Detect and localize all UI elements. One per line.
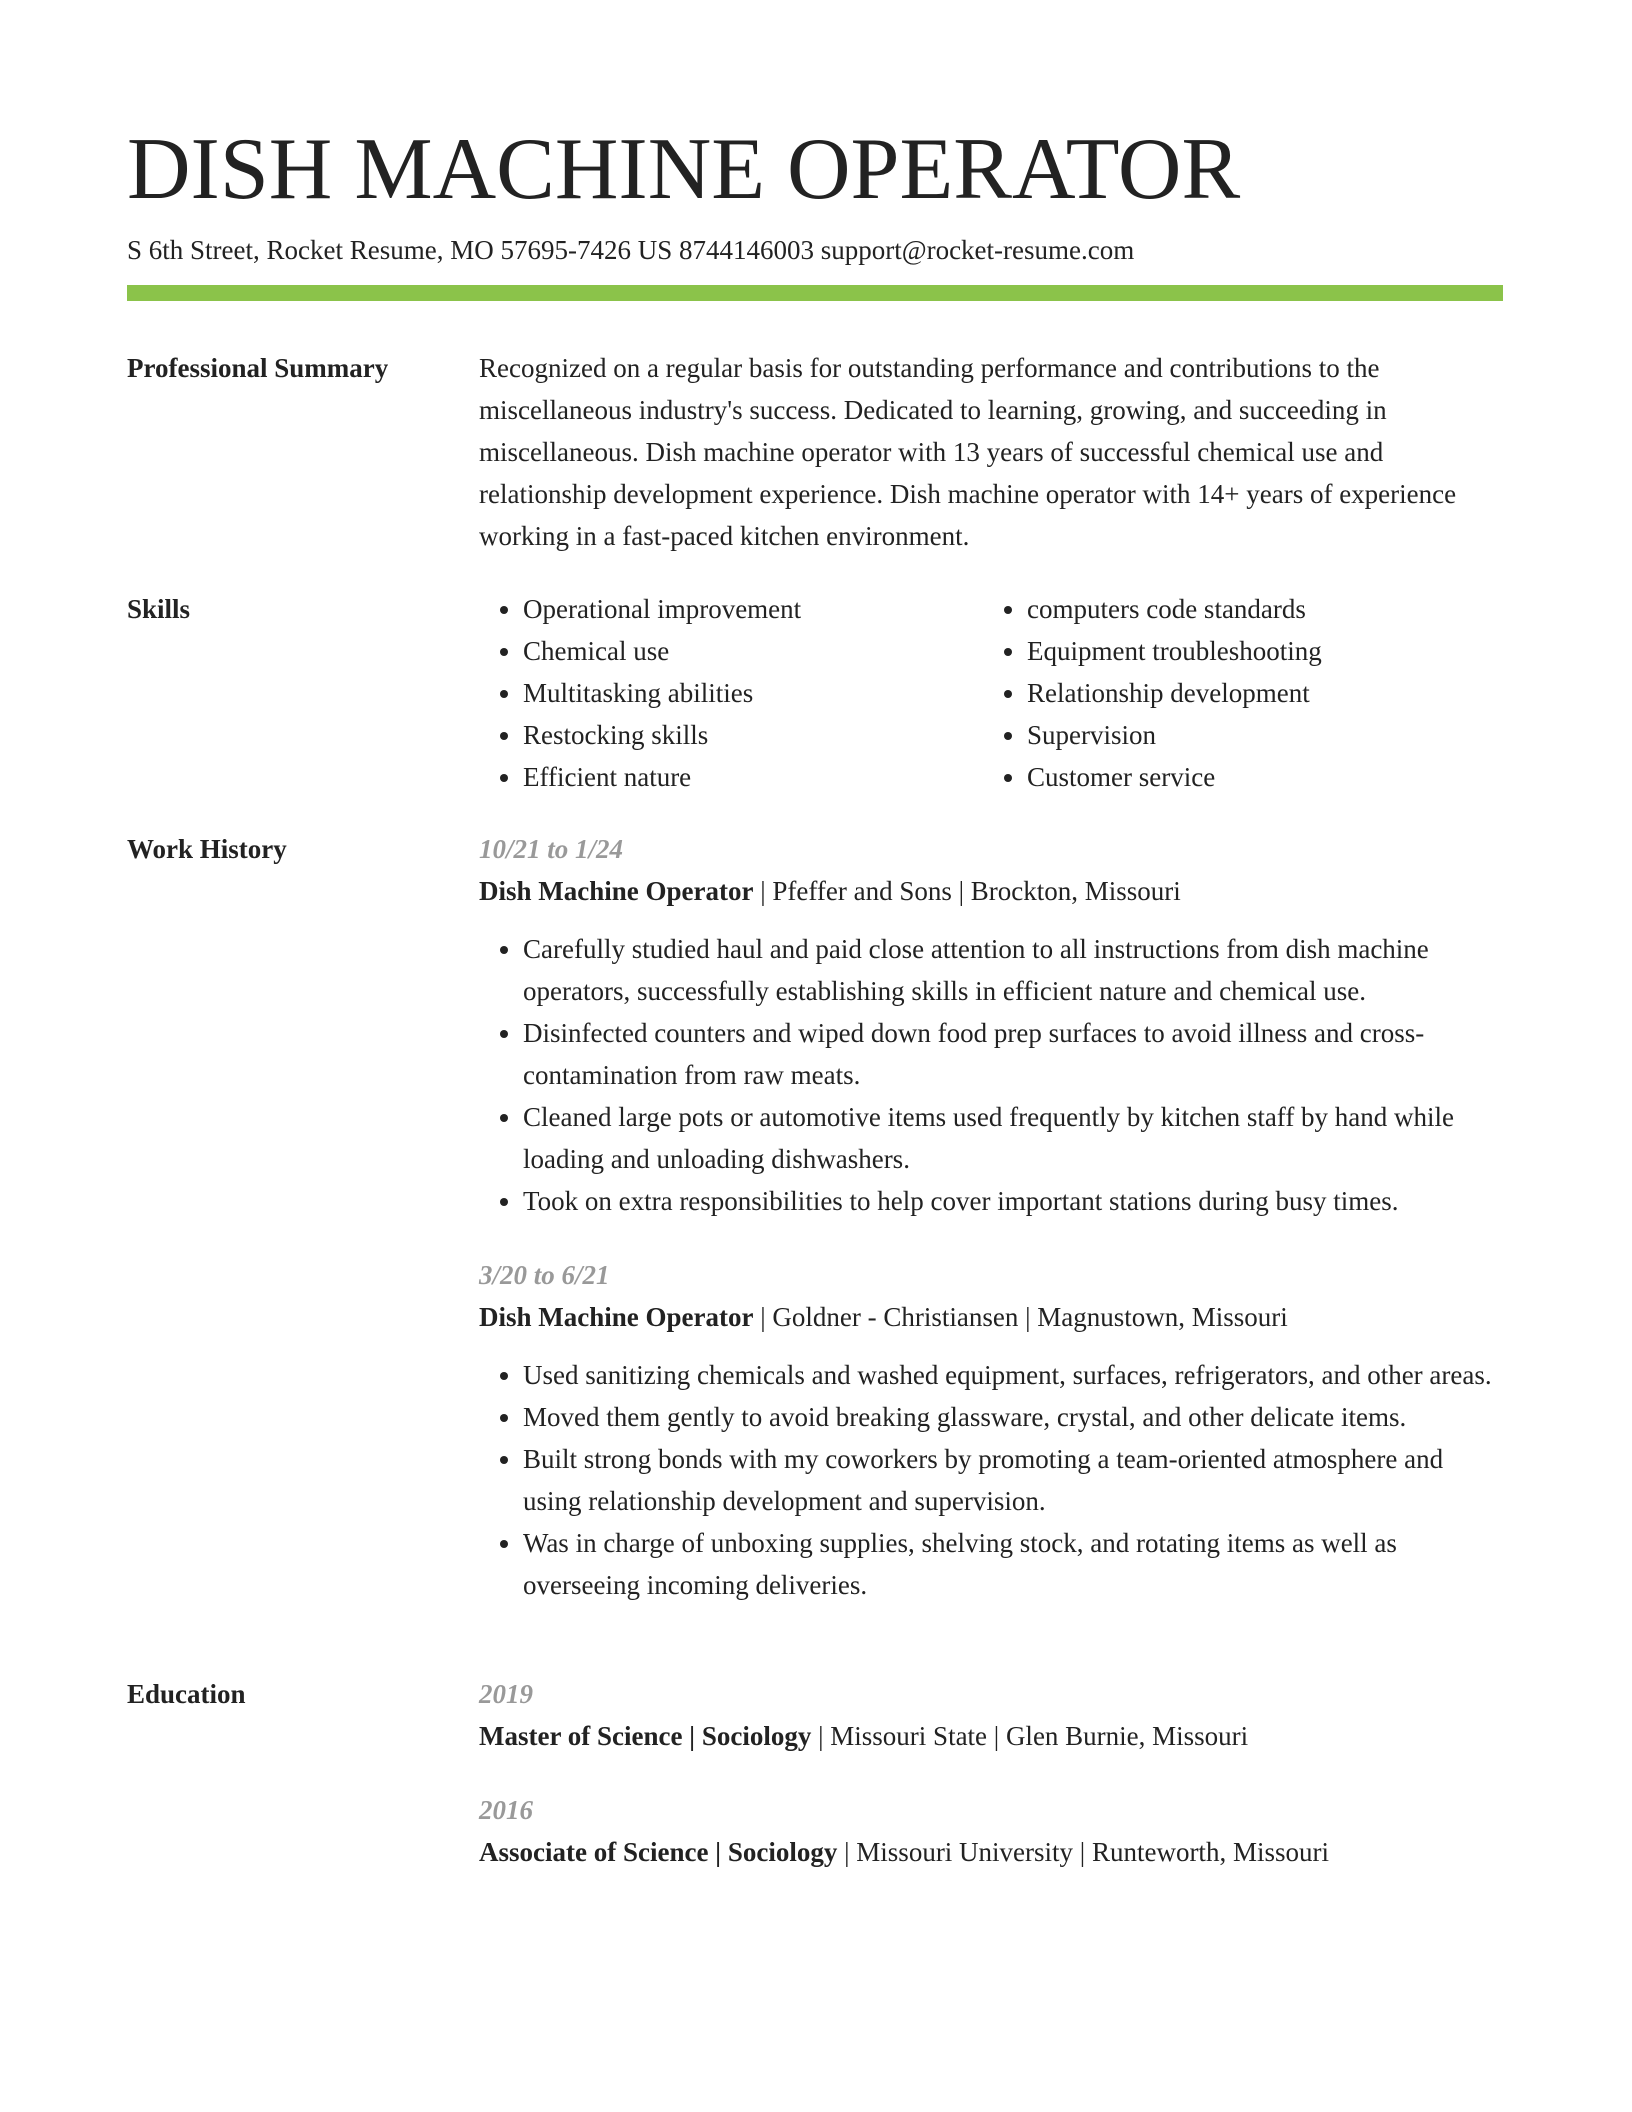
summary-text: Recognized on a regular basis for outstanding performance and contributions to the miscellaneous industry's success. Dedicated to learning, growing, and succeeding in miscellaneous. Dish machine operator with 13 years of successful chemical use and relationship development experience. Dish machine operator with 14+ years of experience working in a fast-paced kitchen environment. — [479, 353, 1457, 551]
resume-header — [127, 118, 1503, 268]
job-duties — [479, 928, 1503, 1222]
summary-label: Professional Summary — [127, 353, 389, 383]
job-details: | Goldner - Christiansen | Magnustown, Missouri — [753, 1302, 1288, 1332]
job-title: Dish Machine Operator — [479, 876, 754, 906]
skill-item: • Customer service — [1027, 756, 1487, 798]
education-heading — [479, 1831, 1503, 1873]
skill-item: • Efficient nature — [523, 756, 983, 798]
contact-line: S 6th Street, Rocket Resume, MO 57695-7426 US 8744146003 support@rocket-resume.com — [127, 235, 1135, 265]
duty-item: • Built strong bonds with my coworkers by promoting a team-oriented atmosphere and using relationship development and supervision. — [523, 1438, 1503, 1522]
education-details: | Missouri University | Runteworth, Missouri — [837, 1837, 1329, 1867]
job-heading — [479, 1296, 1503, 1338]
skill-item: • computers code standards — [1027, 588, 1487, 630]
job-dates: 10/21 to 1/24 — [479, 834, 624, 864]
job-details: | Pfeffer and Sons | Brockton, Missouri — [753, 876, 1181, 906]
skill-item: • Operational improvement — [523, 588, 983, 630]
education-entry — [479, 1789, 1503, 1873]
skill-item: • Multitasking abilities — [523, 672, 983, 714]
education-details: | Missouri State | Glen Burnie, Missouri — [811, 1721, 1249, 1751]
education-year: 2019 — [479, 1679, 533, 1709]
duty-item: • Took on extra responsibilities to help cover important stations during busy times. — [523, 1180, 1503, 1222]
education-year: 2016 — [479, 1795, 533, 1825]
job-duties — [479, 1354, 1503, 1606]
skill-item: • Relationship development — [1027, 672, 1487, 714]
skills-body — [479, 588, 1503, 798]
skill-item: • Equipment troubleshooting — [1027, 630, 1487, 672]
duty-item: • Was in charge of unboxing supplies, shelving stock, and rotating items as well as overseeing incoming deliveries. — [523, 1522, 1503, 1606]
duty-item: • Carefully studied haul and paid close attention to all instructions from dish machine operators, successfully establishing skills in efficient nature and chemical use. — [523, 928, 1503, 1012]
skills-grid — [479, 588, 1503, 798]
degree-name: Master of Science | Sociology — [479, 1721, 812, 1751]
skill-item: • Supervision — [1027, 714, 1487, 756]
summary-body — [479, 347, 1503, 557]
duty-item: • Cleaned large pots or automotive items used frequently by kitchen staff by hand while loading and unloading dishwashers. — [523, 1096, 1503, 1180]
skills-label: Skills — [127, 594, 191, 624]
skill-item: • Restocking skills — [523, 714, 983, 756]
skills-list-right — [983, 588, 1487, 798]
degree-name: Associate of Science | Sociology — [479, 1837, 838, 1867]
job-entry — [479, 828, 1503, 1222]
skill-item: • Chemical use — [523, 630, 983, 672]
job-title: Dish Machine Operator — [479, 1302, 754, 1332]
education-heading — [479, 1715, 1503, 1757]
duty-item: • Moved them gently to avoid breaking glassware, crystal, and other delicate items. — [523, 1396, 1503, 1438]
duty-item: • Used sanitizing chemicals and washed equipment, surfaces, refrigerators, and other areas. — [523, 1354, 1503, 1396]
education-entry — [479, 1673, 1503, 1757]
candidate-name: DISH MACHINE OPERATOR — [127, 121, 1241, 218]
education-body — [479, 1673, 1503, 1905]
accent-divider — [127, 285, 1503, 301]
duty-item: • Disinfected counters and wiped down food prep surfaces to avoid illness and cross-contamination from raw meats. — [523, 1012, 1503, 1096]
job-dates: 3/20 to 6/21 — [479, 1260, 610, 1290]
education-label: Education — [127, 1679, 246, 1709]
work-history-body — [479, 828, 1503, 1606]
job-entry — [479, 1254, 1503, 1606]
skills-list-left — [479, 588, 983, 798]
job-heading — [479, 870, 1503, 912]
work-history-label: Work History — [127, 834, 287, 864]
